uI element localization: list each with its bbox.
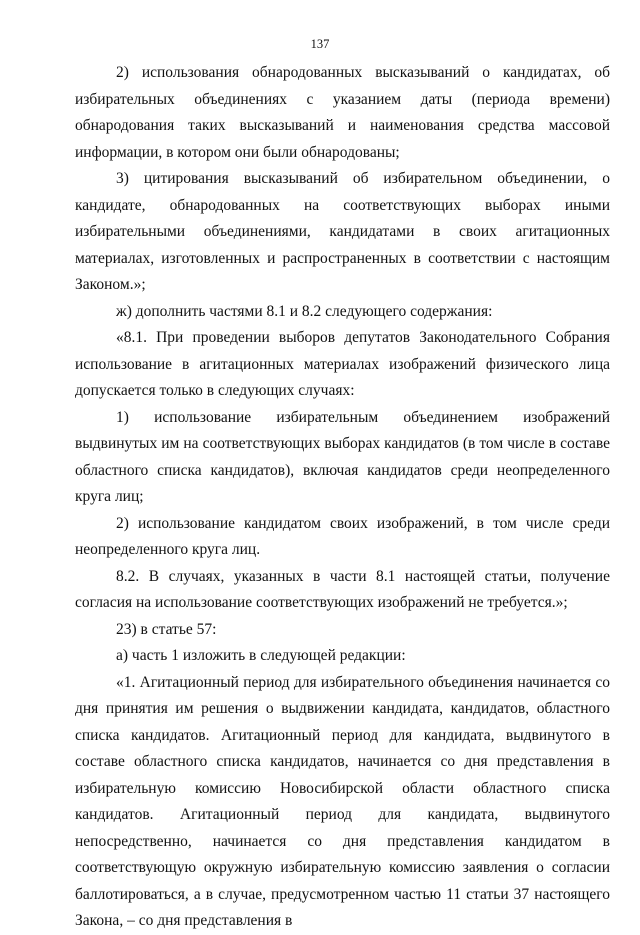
paragraph-amendment-zh: ж) дополнить частями 8.1 и 8.2 следующего содержания: <box>116 302 493 320</box>
document-body <box>75 60 610 935</box>
paragraph-item-3-clause: 3) цитирования высказываний об избирательном объединении, о кандидате, обнародованных на соответствующих выборах иными избирательными объединениями, кандидатами в своих агитационных материалах, изготовленных и распространенных в соответствии с настоящим Законом.»; <box>75 170 610 293</box>
paragraph-part-8-1: «8.1. При проведении выборов депутатов Законодательного Собрания использование в агитационных материалах изображений физического лица допускается только в следующих случаях: <box>75 329 610 399</box>
paragraph-part-8-1-item-1: 1) использование избирательным объединением изображений выдвинутых им на соответствующих выборах кандидатов (в том числе в составе областного списка кандидатов), включая кандидатов среди неопределенного круга лиц; <box>75 408 610 505</box>
paragraph-part-8-1-item-2: 2) использование кандидатом своих изображений, в том числе среди неопределенного круга лиц. <box>75 514 610 558</box>
paragraph-part-1-new-text: «1. Агитационный период для избирательного объединения начинается со дня принятия им решения о выдвижении кандидата, кандидатов, областного списка кандидатов. Агитационный период для кандидата, выдвинутого в составе областного списка кандидатов, начинается со дня представления в избирательную комиссию Новосибирской области областного списка кандидатов. Агитационный период для кандидата, выдвинутого непосредственно, начинается со дня представления кандидатом в соответствующую окружную избирательную комиссию заявления о согласии баллотироваться, а в случае, предусмотренном частью 11 статьи 37 настоящего Закона, – со дня представления в <box>75 673 610 929</box>
paragraph-item-2-clause: 2) использования обнародованных высказываний о кандидатах, об избирательных объединениях с указанием даты (периода времени) обнародования таких высказываний и наименования средства массовой информации, в котором они были обнародованы; <box>75 64 610 161</box>
paragraph-amendment-a: а) часть 1 изложить в следующей редакции: <box>116 647 406 664</box>
paragraph-part-8-2: 8.2. В случаях, указанных в части 8.1 настоящей статьи, получение согласия на использование соответствующих изображений не требуется.»; <box>75 567 610 611</box>
page-number: 137 <box>310 37 330 51</box>
paragraph-item-23: 23) в статье 57: <box>116 620 217 638</box>
